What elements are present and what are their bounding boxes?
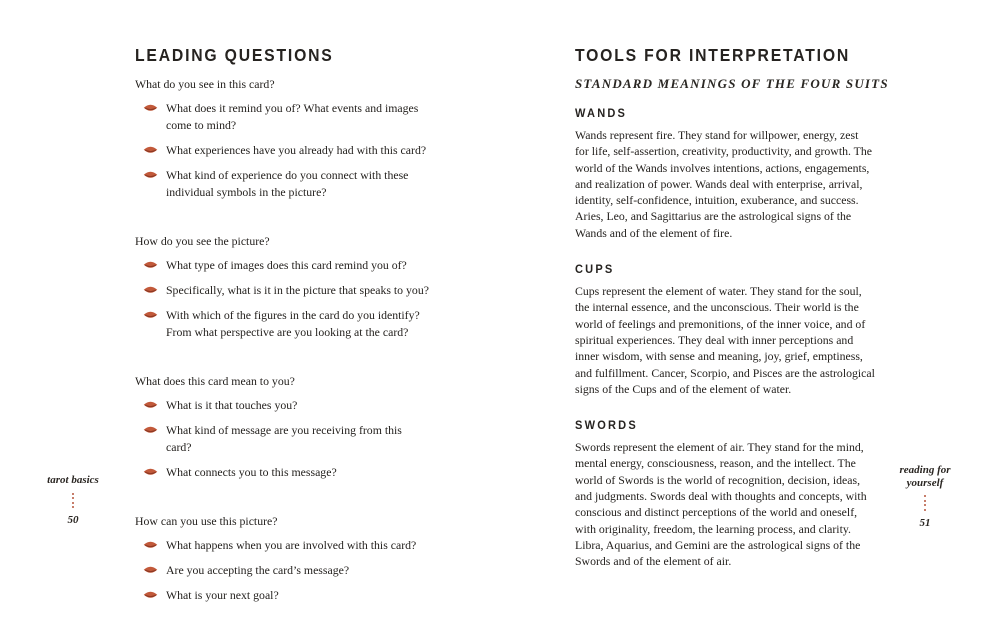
left-page-title: LEADING QUESTIONS: [135, 45, 334, 65]
leaf-ornament-icon: [143, 261, 158, 270]
question-item: [135, 142, 430, 159]
question-text: What is your next goal?: [166, 588, 279, 602]
question-lead: How can you use this picture?: [135, 514, 278, 528]
leaf-ornament-icon: [143, 426, 158, 435]
question-lead: What does this card mean to you?: [135, 374, 295, 388]
question-text: With which of the figures in the card do you identify? From what perspective are you looking at the card?: [166, 308, 420, 339]
question-lead: How do you see the picture?: [135, 234, 270, 248]
leaf-ornament-icon: [143, 401, 158, 410]
question-item: [135, 422, 430, 456]
leaf-ornament-icon: [143, 541, 158, 550]
question-text: Specifically, what is it in the picture that speaks to you?: [166, 283, 429, 297]
question-text: What type of images does this card remind you of?: [166, 258, 407, 272]
right-page-subtitle: STANDARD MEANINGS OF THE FOUR SUITS: [575, 76, 889, 91]
suit-body-cups: Cups represent the element of water. They stand for the soul, the internal essence, and the unconscious. Their world is the world of feelings and premonitions, of the inner voice, and of spiritual experiences. They deal with inner perceptions and inner wisdom, with sense and meaning, joy, grief, emptiness, and fulfillment. Cancer, Scorpio, and Pisces are the astrological signs of the Cups and of the element of water.: [575, 284, 875, 396]
dotted-vertical-divider: [882, 495, 968, 511]
question-text: What kind of message are you receiving from this card?: [166, 423, 402, 454]
right-page: [575, 45, 889, 570]
right-page-number: 51: [919, 516, 931, 529]
question-text: What does it remind you of? What events and images come to mind?: [166, 101, 419, 132]
question-item: [135, 282, 430, 299]
leaf-ornament-icon: [143, 286, 158, 295]
question-item: [135, 167, 430, 201]
right-margin-note: [882, 464, 968, 529]
leaf-ornament-icon: [143, 468, 158, 477]
leaf-ornament-icon: [143, 146, 158, 155]
question-item: [135, 587, 430, 604]
question-text: What experiences have you already had with this card?: [166, 143, 427, 157]
question-item: [135, 464, 430, 481]
question-item: [135, 397, 430, 414]
suit-body-swords: Swords represent the element of air. They stand for the mind, mental energy, consciousness, reason, and the intellect. The world of Swords is the world of recognition, decision, ideas, and judgments. Swords deal with thoughts and concepts, with conscious and distinct perceptions of the world and oneself, with originality, freedom, the learning process, and clarity. Libra, Aquarius, and Gemini are the astrological signs of the Swords and of the element of air.: [575, 440, 867, 569]
question-text: What kind of experience do you connect with these individual symbols in the picture?: [166, 168, 409, 199]
suit-heading-cups: CUPS: [575, 262, 615, 277]
question-text: What connects you to this message?: [166, 465, 337, 479]
leaf-ornament-icon: [143, 104, 158, 113]
left-margin-label: tarot basics: [47, 474, 99, 486]
leaf-ornament-icon: [143, 591, 158, 600]
left-page: [135, 45, 430, 612]
question-item: [135, 307, 430, 341]
question-text: What is it that touches you?: [166, 398, 298, 412]
left-page-number: 50: [67, 514, 79, 526]
question-text: What happens when you are involved with this card?: [166, 538, 417, 552]
suit-body-wands: Wands represent fire. They stand for willpower, energy, zest for life, self-assertion, creativity, productivity, and growth. The world of the Wands involves intentions, actions, engagements, and realization of power. Wands deal with enterprise, arrival, identity, self-confidence, intuition, exuberance, and success. Aries, Leo, and Sagittarius are the astrological signs of the Wands and of the element of fire.: [575, 128, 873, 240]
suit-heading-wands: WANDS: [575, 106, 628, 120]
question-item: [135, 257, 430, 274]
suit-heading-swords: SWORDS: [575, 418, 638, 433]
dotted-vertical-divider: [30, 493, 116, 509]
leaf-ornament-icon: [143, 311, 158, 320]
question-item: [135, 100, 430, 134]
right-page-title: TOOLS FOR INTERPRETATION: [575, 45, 851, 65]
left-margin-note: [30, 474, 116, 526]
leaf-ornament-icon: [143, 566, 158, 575]
question-item: [135, 562, 430, 579]
question-text: Are you accepting the card’s message?: [166, 563, 350, 577]
question-item: [135, 537, 430, 554]
question-lead: What do you see in this card?: [135, 77, 275, 91]
leaf-ornament-icon: [143, 171, 158, 180]
right-margin-label: reading for yourself: [899, 464, 951, 489]
